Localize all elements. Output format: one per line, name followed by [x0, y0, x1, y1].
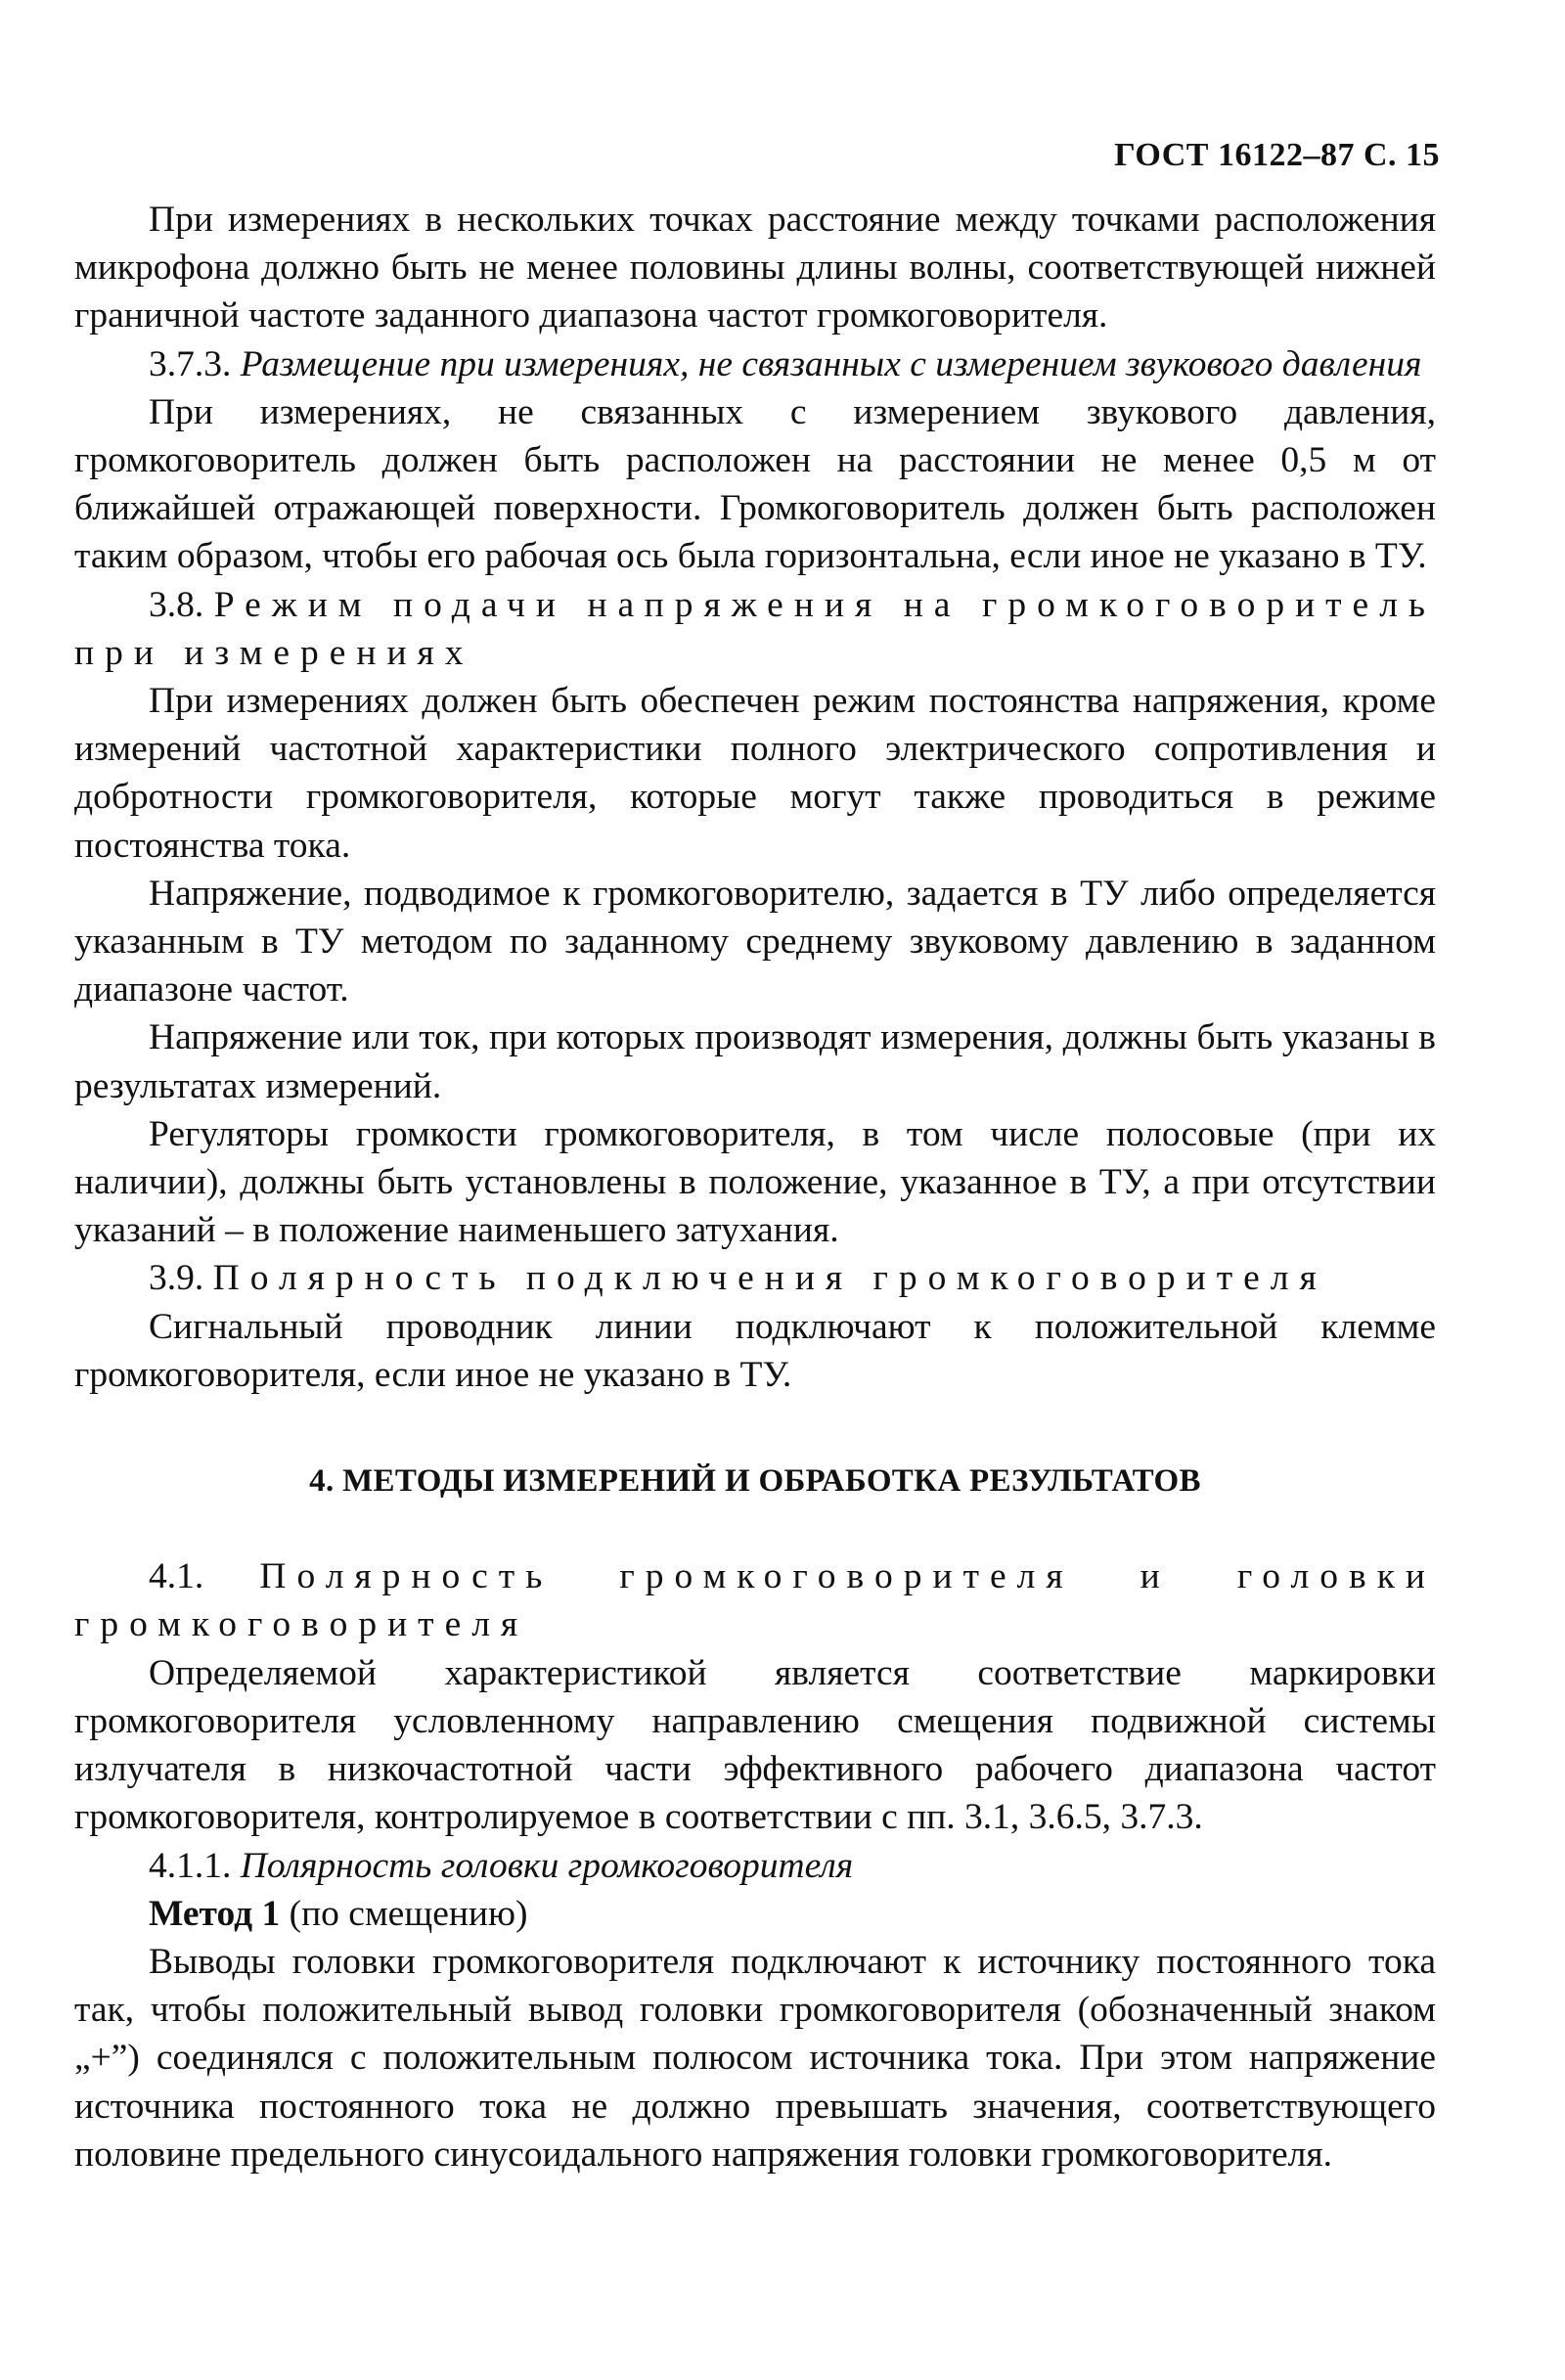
- subsection-title: Полярность подключения громкоговорителя: [212, 1258, 1327, 1299]
- subsection-heading-3-9: [74, 1254, 1436, 1302]
- page-header: ГОСТ 16122–87 С. 15: [1114, 137, 1440, 173]
- section-title: 4. МЕТОДЫ ИЗМЕРЕНИЙ И ОБРАБОТКА РЕЗУЛЬТАТОВ: [309, 1463, 1201, 1500]
- paragraph: Выводы головки громкоговорителя подключают к источнику постоянного тока так, чтобы положительный вывод головки громкоговорителя (обозначенный знаком „+”) соединялся с положительным полюсом источника тока. При этом напряжение источника постоянного тока не должно превышать значения, соответствующего половине предельного синусоидального напряжения головки громкоговорителя.: [74, 1941, 1436, 2175]
- subsection-title: Режим подачи напряжения на громкоговоритель при измерениях: [74, 584, 1437, 673]
- paragraph: При измерениях в нескольких точках расстояние между точками расположения микрофона должно быть не менее половины длины волны, соответствующей нижней граничной частоте заданного диапазона частот громкоговорителя.: [74, 200, 1436, 337]
- subsection-heading-4-1-1: [74, 1842, 1436, 1890]
- method-note: (по смещению): [289, 1893, 528, 1934]
- paragraph: Напряжение или ток, при которых производят измерения, должны быть указаны в результатах измерений.: [74, 1017, 1436, 1106]
- subsection-heading-3-7-3: [74, 340, 1436, 388]
- paragraph: Определяемой характеристикой является соответствие маркировки громкоговорителя условленному направлению смещения подвижной системы излучателя в низкочастотной части эффективного рабочего диапазона частот громкоговорителя, контролируемое в соответствии с пп. 3.1, 3.6.5, 3.7.3.: [74, 1652, 1436, 1838]
- paragraph: Сигнальный проводник линии подключают к положительной клемме громкоговорителя, если иное не указано в ТУ.: [74, 1306, 1436, 1395]
- subsection-title: Полярность громкоговорителя и головки громкоговорителя: [74, 1556, 1436, 1645]
- method-label: Метод 1: [149, 1893, 281, 1934]
- subsection-number: 3.9.: [149, 1258, 204, 1299]
- subsection-number: 4.1.: [149, 1556, 204, 1597]
- subsection-number: 4.1.1.: [149, 1845, 232, 1886]
- subsection-heading-3-8: [74, 581, 1436, 677]
- subsection-title: Размещение при измерениях, не связанных с измерением звукового давления: [240, 343, 1422, 384]
- subsection-number: 3.7.3.: [149, 343, 232, 384]
- subsection-number: 3.8.: [149, 584, 204, 625]
- document-body: [74, 196, 1436, 2178]
- paragraph: Напряжение, подводимое к громкоговорителю, задается в ТУ либо определяется указанным в ТУ методом по заданному среднему звуковому давлению в заданном диапазоне частот.: [74, 873, 1436, 1010]
- paragraph: Регуляторы громкости громкоговорителя, в том числе полосовые (при их наличии), должны быть установлены в положение, указанное в ТУ, а при отсутствии указаний – в положение наименьшего затухания.: [74, 1113, 1436, 1251]
- subsection-title: Полярность головки громкоговорителя: [240, 1845, 854, 1886]
- subsection-heading-4-1: [74, 1552, 1436, 1648]
- paragraph: При измерениях должен быть обеспечен режим постоянства напряжения, кроме измерений частотной характеристики полного электрического сопротивления и добротности громкоговорителя, которые могут также проводиться в режиме постоянства тока.: [74, 681, 1436, 866]
- method-heading: [74, 1890, 1436, 1938]
- paragraph: При измерениях, не связанных с измерением звукового давления, громкоговоритель должен быть расположен на расстоянии не менее 0,5 м от ближайшей отражающей поверхности. Громкоговоритель должен быть расположен таким образом, чтобы его рабочая ось была горизонтальна, если иное не указано в ТУ.: [74, 391, 1436, 577]
